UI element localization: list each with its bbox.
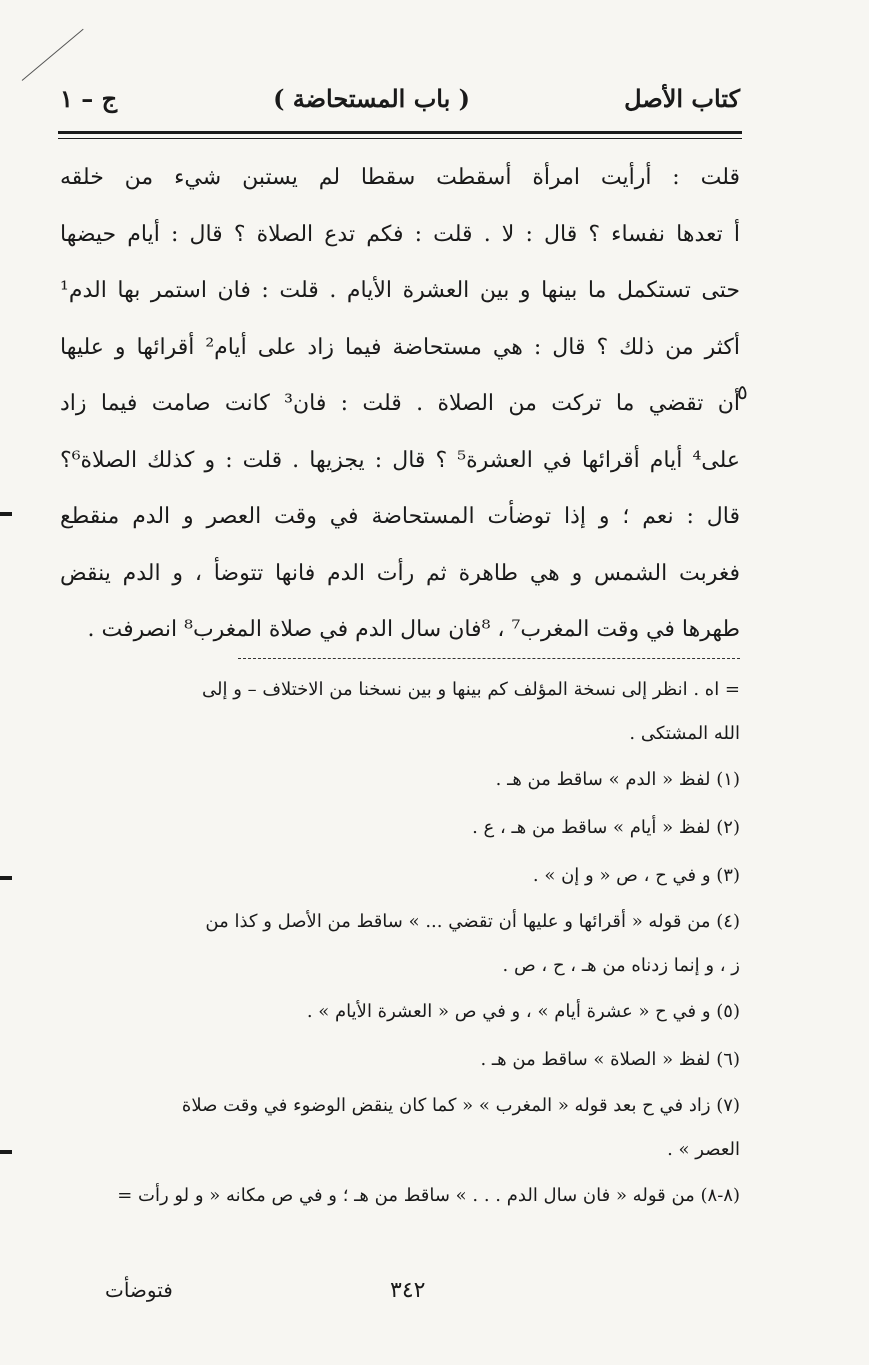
text-line: حتى تستكمل ما بينها و بين العشرة الأيام . قلت : فان استمر بها الدم¹ <box>60 278 740 303</box>
text-line: طهرها في وقت المغرب⁷ ، ⁸فان سال الدم في صلاة المغرب⁸ انصرفت . <box>87 617 740 642</box>
text-line: قلت : أرأيت امرأة أسقطت سقطا لم يستبن شيء من خلقه <box>60 165 740 190</box>
footnote-3: (٣) و في ح ، ص « و إن » . <box>532 865 740 886</box>
footnote-5: (٥) و في ح « عشرة أيام » ، و في ص « العشرة الأيام » . <box>306 1001 740 1022</box>
text-line: أن تقضي ما تركت من الصلاة . قلت : فان³ كانت صامت فيما زاد <box>60 391 740 416</box>
footnote-6: (٦) لفظ « الصلاة » ساقط من هـ . <box>480 1049 740 1070</box>
text-line: على⁴ أيام أقرائها في العشرة⁵ ؟ قال : يجزيها . قلت : و كذلك الصلاة⁶؟ <box>60 447 740 473</box>
text-line: قال : نعم ؛ و إذا توضأت المستحاضة في وقت العصر و الدم منقطع <box>60 504 740 529</box>
footnote-line: الله المشتكى . <box>629 723 740 744</box>
footnote-4: (٤) من قوله « أقرائها و عليها أن تقضي ... » ساقط من الأصل و كذا من <box>205 911 740 932</box>
page-number: ٣٤٢ <box>390 1278 426 1303</box>
main-text <box>60 150 740 659</box>
margin-mark <box>0 512 12 516</box>
footnotes <box>60 668 740 1220</box>
catchword: فتوضأت <box>105 1278 173 1302</box>
footnote-7-cont: العصر » . <box>667 1139 740 1160</box>
footnote-1: (١) لفظ « الدم » ساقط من هـ . <box>495 769 740 790</box>
text-line: أكثر من ذلك ؟ قال : هي مستحاضة فيما زاد على أيام² أقرائها و عليها <box>60 334 740 360</box>
volume-label: ج – ١ <box>60 84 118 113</box>
text-line: فغربت الشمس و هي طاهرة ثم رأت الدم فانها تتوضأ ، و الدم ينقض <box>60 560 740 586</box>
margin-mark <box>0 1150 12 1154</box>
margin-mark <box>0 876 12 880</box>
header-rule-thin <box>58 138 742 139</box>
chapter-title: ( باب المستحاضة ) <box>273 84 470 113</box>
footnote-7: (٧) زاد في ح بعد قوله « المغرب » « كما كان ينقض الوضوء في وقت صلاة <box>181 1095 740 1116</box>
footnote-separator <box>238 658 740 659</box>
book-title: كتاب الأصل <box>624 84 740 113</box>
line-number: ٥ <box>737 380 748 404</box>
text-line: أ تعدها نفساء ؟ قال : لا . قلت : فكم تدع الصلاة ؟ قال : أيام حيضها <box>60 221 740 247</box>
corner-stroke <box>22 29 84 81</box>
page-footer <box>60 1278 740 1308</box>
running-header <box>40 84 740 124</box>
footnote-4-cont: ز ، و إنما زدناه من هـ ، ح ، ص . <box>502 955 740 976</box>
footnote-line: = اه . انظر إلى نسخة المؤلف كم بينها و بين نسخنا من الاختلاف – و إلى <box>201 679 740 700</box>
footnote-2: (٢) لفظ « أيام » ساقط من هـ ، ع . <box>472 817 740 838</box>
header-rule-thick <box>58 131 742 134</box>
footnote-8: (٨-٨) من قوله « فان سال الدم . . . » ساقط من هـ ؛ و في ص مكانه « و لو رأت = <box>117 1185 740 1206</box>
